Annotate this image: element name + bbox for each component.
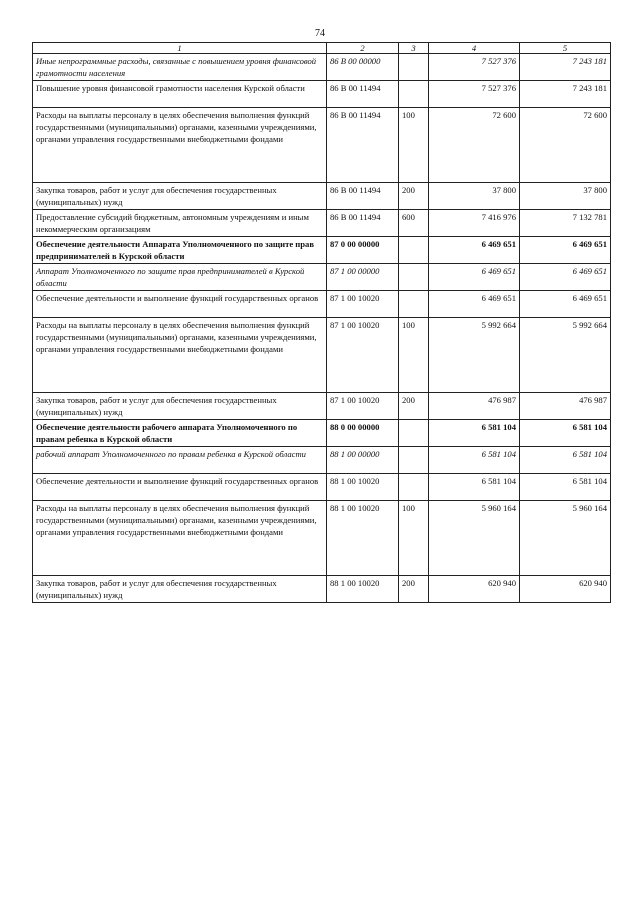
row-name-cell: Расходы на выплаты персоналу в целях обеспечения выполнения функций государственными (муниципальными) органами, казенными учреждениями, органами управления государственными внебюджетными фондами: [33, 108, 327, 183]
row-name-cell: Предоставление субсидий бюджетным, автономным учреждениям и иным некоммерческим организациям: [33, 210, 327, 237]
row-name-cell: Расходы на выплаты персоналу в целях обеспечения выполнения функций государственными (муниципальными) органами, казенными учреждениями, органами управления государственными внебюджетными фондами: [33, 318, 327, 393]
row-amount-col5-cell: 7 243 181: [520, 54, 611, 81]
row-expense-type-cell: [399, 420, 429, 447]
row-code-cell: 88 1 00 10020: [327, 576, 399, 603]
row-code-cell: 88 1 00 10020: [327, 501, 399, 576]
table-row: [33, 81, 611, 108]
table-row: [33, 291, 611, 318]
row-amount-col5-cell: 7 132 781: [520, 210, 611, 237]
table-row: [33, 210, 611, 237]
row-code-cell: 86 В 00 11494: [327, 108, 399, 183]
budget-table: [32, 42, 611, 603]
header-col-3: 3: [399, 43, 429, 54]
row-amount-col5-cell: 5 960 164: [520, 501, 611, 576]
row-amount-col4-cell: 6 469 651: [429, 237, 520, 264]
row-amount-col5-cell: 6 469 651: [520, 237, 611, 264]
table-row: [33, 447, 611, 474]
row-code-cell: 86 В 00 00000: [327, 54, 399, 81]
row-name-cell: Обеспечение деятельности Аппарата Уполномоченного по защите прав предпринимателей в Курской области: [33, 237, 327, 264]
table-body: [33, 54, 611, 603]
row-expense-type-cell: [399, 54, 429, 81]
table-row: [33, 501, 611, 576]
table-row: [33, 420, 611, 447]
row-expense-type-cell: [399, 474, 429, 501]
table-row: [33, 474, 611, 501]
row-expense-type-cell: 200: [399, 183, 429, 210]
row-amount-col4-cell: 6 469 651: [429, 291, 520, 318]
table-row: [33, 183, 611, 210]
page-number: 74: [315, 28, 325, 39]
row-code-cell: 88 0 00 00000: [327, 420, 399, 447]
header-col-4: 4: [429, 43, 520, 54]
row-code-cell: 88 1 00 10020: [327, 474, 399, 501]
row-code-cell: 86 В 00 11494: [327, 210, 399, 237]
header-row: [33, 43, 611, 54]
row-amount-col5-cell: 6 581 104: [520, 420, 611, 447]
row-name-cell: Закупка товаров, работ и услуг для обеспечения государственных (муниципальных) нужд: [33, 576, 327, 603]
row-name-cell: Закупка товаров, работ и услуг для обеспечения государственных (муниципальных) нужд: [33, 393, 327, 420]
row-amount-col4-cell: 5 960 164: [429, 501, 520, 576]
row-amount-col4-cell: 6 581 104: [429, 420, 520, 447]
row-amount-col4-cell: 6 581 104: [429, 447, 520, 474]
row-amount-col5-cell: 6 581 104: [520, 474, 611, 501]
row-amount-col5-cell: 5 992 664: [520, 318, 611, 393]
row-expense-type-cell: [399, 291, 429, 318]
row-amount-col4-cell: 620 940: [429, 576, 520, 603]
row-name-cell: Обеспечение деятельности рабочего аппарата Уполномоченного по правам ребенка в Курской области: [33, 420, 327, 447]
row-expense-type-cell: 100: [399, 318, 429, 393]
row-amount-col4-cell: 6 581 104: [429, 474, 520, 501]
row-expense-type-cell: 600: [399, 210, 429, 237]
header-col-2: 2: [327, 43, 399, 54]
row-expense-type-cell: [399, 81, 429, 108]
table-row: [33, 576, 611, 603]
table-row: [33, 393, 611, 420]
row-amount-col5-cell: 476 987: [520, 393, 611, 420]
row-amount-col5-cell: 72 600: [520, 108, 611, 183]
header-col-1: 1: [33, 43, 327, 54]
row-expense-type-cell: [399, 447, 429, 474]
row-code-cell: 87 1 00 10020: [327, 393, 399, 420]
row-expense-type-cell: 200: [399, 576, 429, 603]
row-code-cell: 87 1 00 10020: [327, 291, 399, 318]
row-amount-col4-cell: 7 416 976: [429, 210, 520, 237]
row-code-cell: 88 1 00 00000: [327, 447, 399, 474]
row-amount-col5-cell: 37 800: [520, 183, 611, 210]
row-code-cell: 87 0 00 00000: [327, 237, 399, 264]
row-expense-type-cell: [399, 237, 429, 264]
row-code-cell: 87 1 00 10020: [327, 318, 399, 393]
table-row: [33, 237, 611, 264]
row-name-cell: Закупка товаров, работ и услуг для обеспечения государственных (муниципальных) нужд: [33, 183, 327, 210]
row-amount-col4-cell: 72 600: [429, 108, 520, 183]
row-amount-col4-cell: 37 800: [429, 183, 520, 210]
row-amount-col4-cell: 7 527 376: [429, 81, 520, 108]
row-name-cell: Аппарат Уполномоченного по защите прав предпринимателей в Курской области: [33, 264, 327, 291]
row-name-cell: Обеспечение деятельности и выполнение функций государственных органов: [33, 474, 327, 501]
table-row: [33, 54, 611, 81]
row-amount-col4-cell: 5 992 664: [429, 318, 520, 393]
row-amount-col5-cell: 6 469 651: [520, 264, 611, 291]
row-amount-col5-cell: 620 940: [520, 576, 611, 603]
header-col-5: 5: [520, 43, 611, 54]
row-name-cell: Иные непрограммные расходы, связанные с повышением уровня финансовой грамотности населения: [33, 54, 327, 81]
row-amount-col5-cell: 6 469 651: [520, 291, 611, 318]
row-name-cell: Повышение уровня финансовой грамотности населения Курской области: [33, 81, 327, 108]
row-amount-col5-cell: 6 581 104: [520, 447, 611, 474]
row-expense-type-cell: 200: [399, 393, 429, 420]
table-row: [33, 108, 611, 183]
row-code-cell: 86 В 00 11494: [327, 81, 399, 108]
row-name-cell: Обеспечение деятельности и выполнение функций государственных органов: [33, 291, 327, 318]
row-amount-col4-cell: 7 527 376: [429, 54, 520, 81]
row-name-cell: рабочий аппарат Уполномоченного по правам ребенка в Курской области: [33, 447, 327, 474]
row-expense-type-cell: [399, 264, 429, 291]
row-code-cell: 86 В 00 11494: [327, 183, 399, 210]
row-amount-col4-cell: 476 987: [429, 393, 520, 420]
row-expense-type-cell: 100: [399, 108, 429, 183]
row-amount-col4-cell: 6 469 651: [429, 264, 520, 291]
table-row: [33, 318, 611, 393]
table-row: [33, 264, 611, 291]
row-amount-col5-cell: 7 243 181: [520, 81, 611, 108]
row-name-cell: Расходы на выплаты персоналу в целях обеспечения выполнения функций государственными (муниципальными) органами, казенными учреждениями, органами управления государственными внебюджетными фондами: [33, 501, 327, 576]
row-code-cell: 87 1 00 00000: [327, 264, 399, 291]
row-expense-type-cell: 100: [399, 501, 429, 576]
